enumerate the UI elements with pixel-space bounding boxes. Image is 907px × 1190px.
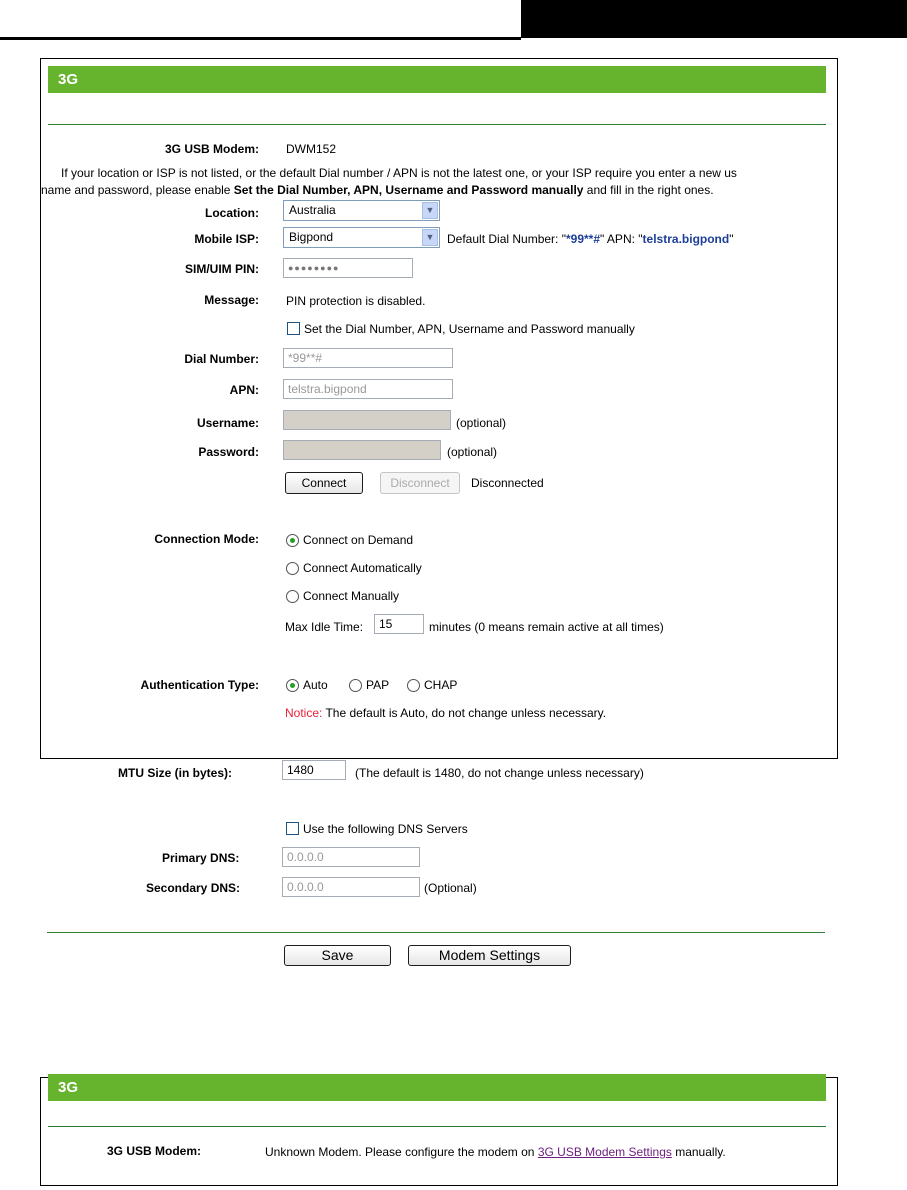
mode-manual-label: Connect Manually <box>303 589 400 603</box>
disconnect-button[interactable]: Disconnect <box>380 472 460 494</box>
auth-pap-radio[interactable] <box>349 679 362 692</box>
auth-auto-radio[interactable] <box>286 679 299 692</box>
notice-body: The default is Auto, do not change unless necessary. <box>322 706 607 720</box>
mode-demand-label: Connect on Demand <box>303 533 414 547</box>
message-label: Message: <box>204 293 259 307</box>
username-hint: (optional) <box>456 416 507 430</box>
username-input[interactable] <box>283 410 451 430</box>
idle-time-input[interactable]: 15 <box>374 614 424 634</box>
connection-status: Disconnected <box>471 476 544 490</box>
apn-input[interactable]: telstra.bigpond <box>283 379 453 399</box>
default-dial-hint <box>447 232 733 246</box>
location-selected-value: Australia <box>289 203 336 217</box>
location-select[interactable] <box>283 200 440 221</box>
auth-chap-label: CHAP <box>424 678 458 692</box>
idle-time-label: Max Idle Time: <box>285 620 364 634</box>
message-value: PIN protection is disabled. <box>286 294 426 308</box>
dial-number-label: Dial Number: <box>184 352 259 366</box>
connection-mode-label: Connection Mode: <box>154 532 259 546</box>
document-header-rule <box>0 37 521 40</box>
mode-manual-radio[interactable] <box>286 590 299 603</box>
secondary-dns-hint: (Optional) <box>424 881 477 895</box>
auth-pap-label: PAP <box>366 678 390 692</box>
panel-title: 3G <box>48 66 826 93</box>
password-input[interactable] <box>283 440 441 460</box>
notice-text <box>285 706 606 720</box>
primary-dns-label: Primary DNS: <box>162 851 240 865</box>
manual-settings-label: Set the Dial Number, APN, Username and Password manually <box>304 322 635 336</box>
3g-settings-panel <box>40 58 838 759</box>
pin-label: SIM/UIM PIN: <box>185 262 259 276</box>
pin-input[interactable]: ●●●●●●●● <box>283 258 413 278</box>
secondary-dns-label: Secondary DNS: <box>146 881 241 895</box>
password-label: Password: <box>198 445 259 459</box>
mode-auto-label: Connect Automatically <box>303 561 422 575</box>
default-dial-value: *99**# <box>565 232 600 246</box>
modem-settings-button[interactable]: Modem Settings <box>408 945 571 966</box>
unknown-modem-message <box>265 1145 726 1159</box>
auth-auto-label: Auto <box>303 678 328 692</box>
modem-label: 3G USB Modem: <box>107 1144 202 1158</box>
mtu-input[interactable]: 1480 <box>282 760 346 780</box>
dns-checkbox[interactable] <box>286 822 299 835</box>
default-dial-label: Default Dial Number: " <box>447 232 566 246</box>
notice-label: Notice: <box>285 706 323 720</box>
location-label: Location: <box>205 206 259 220</box>
secondary-dns-input[interactable]: 0.0.0.0 <box>282 877 420 897</box>
divider-top <box>48 1126 826 1127</box>
auth-type-label: Authentication Type: <box>140 678 259 692</box>
mode-auto-radio[interactable] <box>286 562 299 575</box>
info-text-post: and fill in the right ones. <box>583 183 714 197</box>
apn-hint-value: telstra.bigpond <box>642 232 730 246</box>
document-header-block <box>521 0 907 38</box>
divider-bottom <box>47 932 825 933</box>
info-text-pre: name and password, please enable <box>41 183 234 197</box>
info-text-line2 <box>41 183 714 197</box>
divider-top <box>48 124 826 125</box>
chevron-down-icon[interactable]: ▼ <box>422 229 438 246</box>
primary-dns-input[interactable]: 0.0.0.0 <box>282 847 420 867</box>
apn-hint-label: " APN: " <box>600 232 643 246</box>
info-text-line1: If your location or ISP is not listed, or the default Dial number / APN is not the latest one, or your ISP require you enter a new us <box>61 166 737 180</box>
message-pre: Unknown Modem. Please configure the modem on <box>265 1145 538 1159</box>
mtu-hint: (The default is 1480, do not change unless necessary) <box>355 766 644 780</box>
modem-settings-link[interactable]: 3G USB Modem Settings <box>537 1145 672 1159</box>
modem-label: 3G USB Modem: <box>164 142 259 156</box>
manual-settings-checkbox[interactable] <box>287 322 300 335</box>
dial-number-input[interactable]: *99**# <box>283 348 453 368</box>
panel-title: 3G <box>48 1074 826 1101</box>
chevron-down-icon[interactable]: ▼ <box>422 202 438 219</box>
idle-time-hint: minutes (0 means remain active at all times) <box>429 620 664 634</box>
mobile-isp-select[interactable] <box>283 227 440 248</box>
save-button[interactable]: Save <box>284 945 391 966</box>
apn-hint-close: " <box>729 232 734 246</box>
connect-button[interactable]: Connect <box>285 472 363 494</box>
dns-checkbox-label: Use the following DNS Servers <box>303 822 468 836</box>
modem-value: DWM152 <box>286 142 337 156</box>
apn-label: APN: <box>229 383 259 397</box>
mode-demand-radio[interactable] <box>286 534 299 547</box>
mobile-isp-label: Mobile ISP: <box>194 232 259 246</box>
mtu-label: MTU Size (in bytes): <box>118 766 233 780</box>
info-text-bold: Set the Dial Number, APN, Username and Password manually <box>233 183 584 197</box>
isp-selected-value: Bigpond <box>289 230 334 244</box>
auth-chap-radio[interactable] <box>407 679 420 692</box>
username-label: Username: <box>196 416 259 430</box>
3g-unknown-modem-panel <box>40 1077 838 1186</box>
password-hint: (optional) <box>447 445 498 459</box>
message-post: manually. <box>671 1145 726 1159</box>
